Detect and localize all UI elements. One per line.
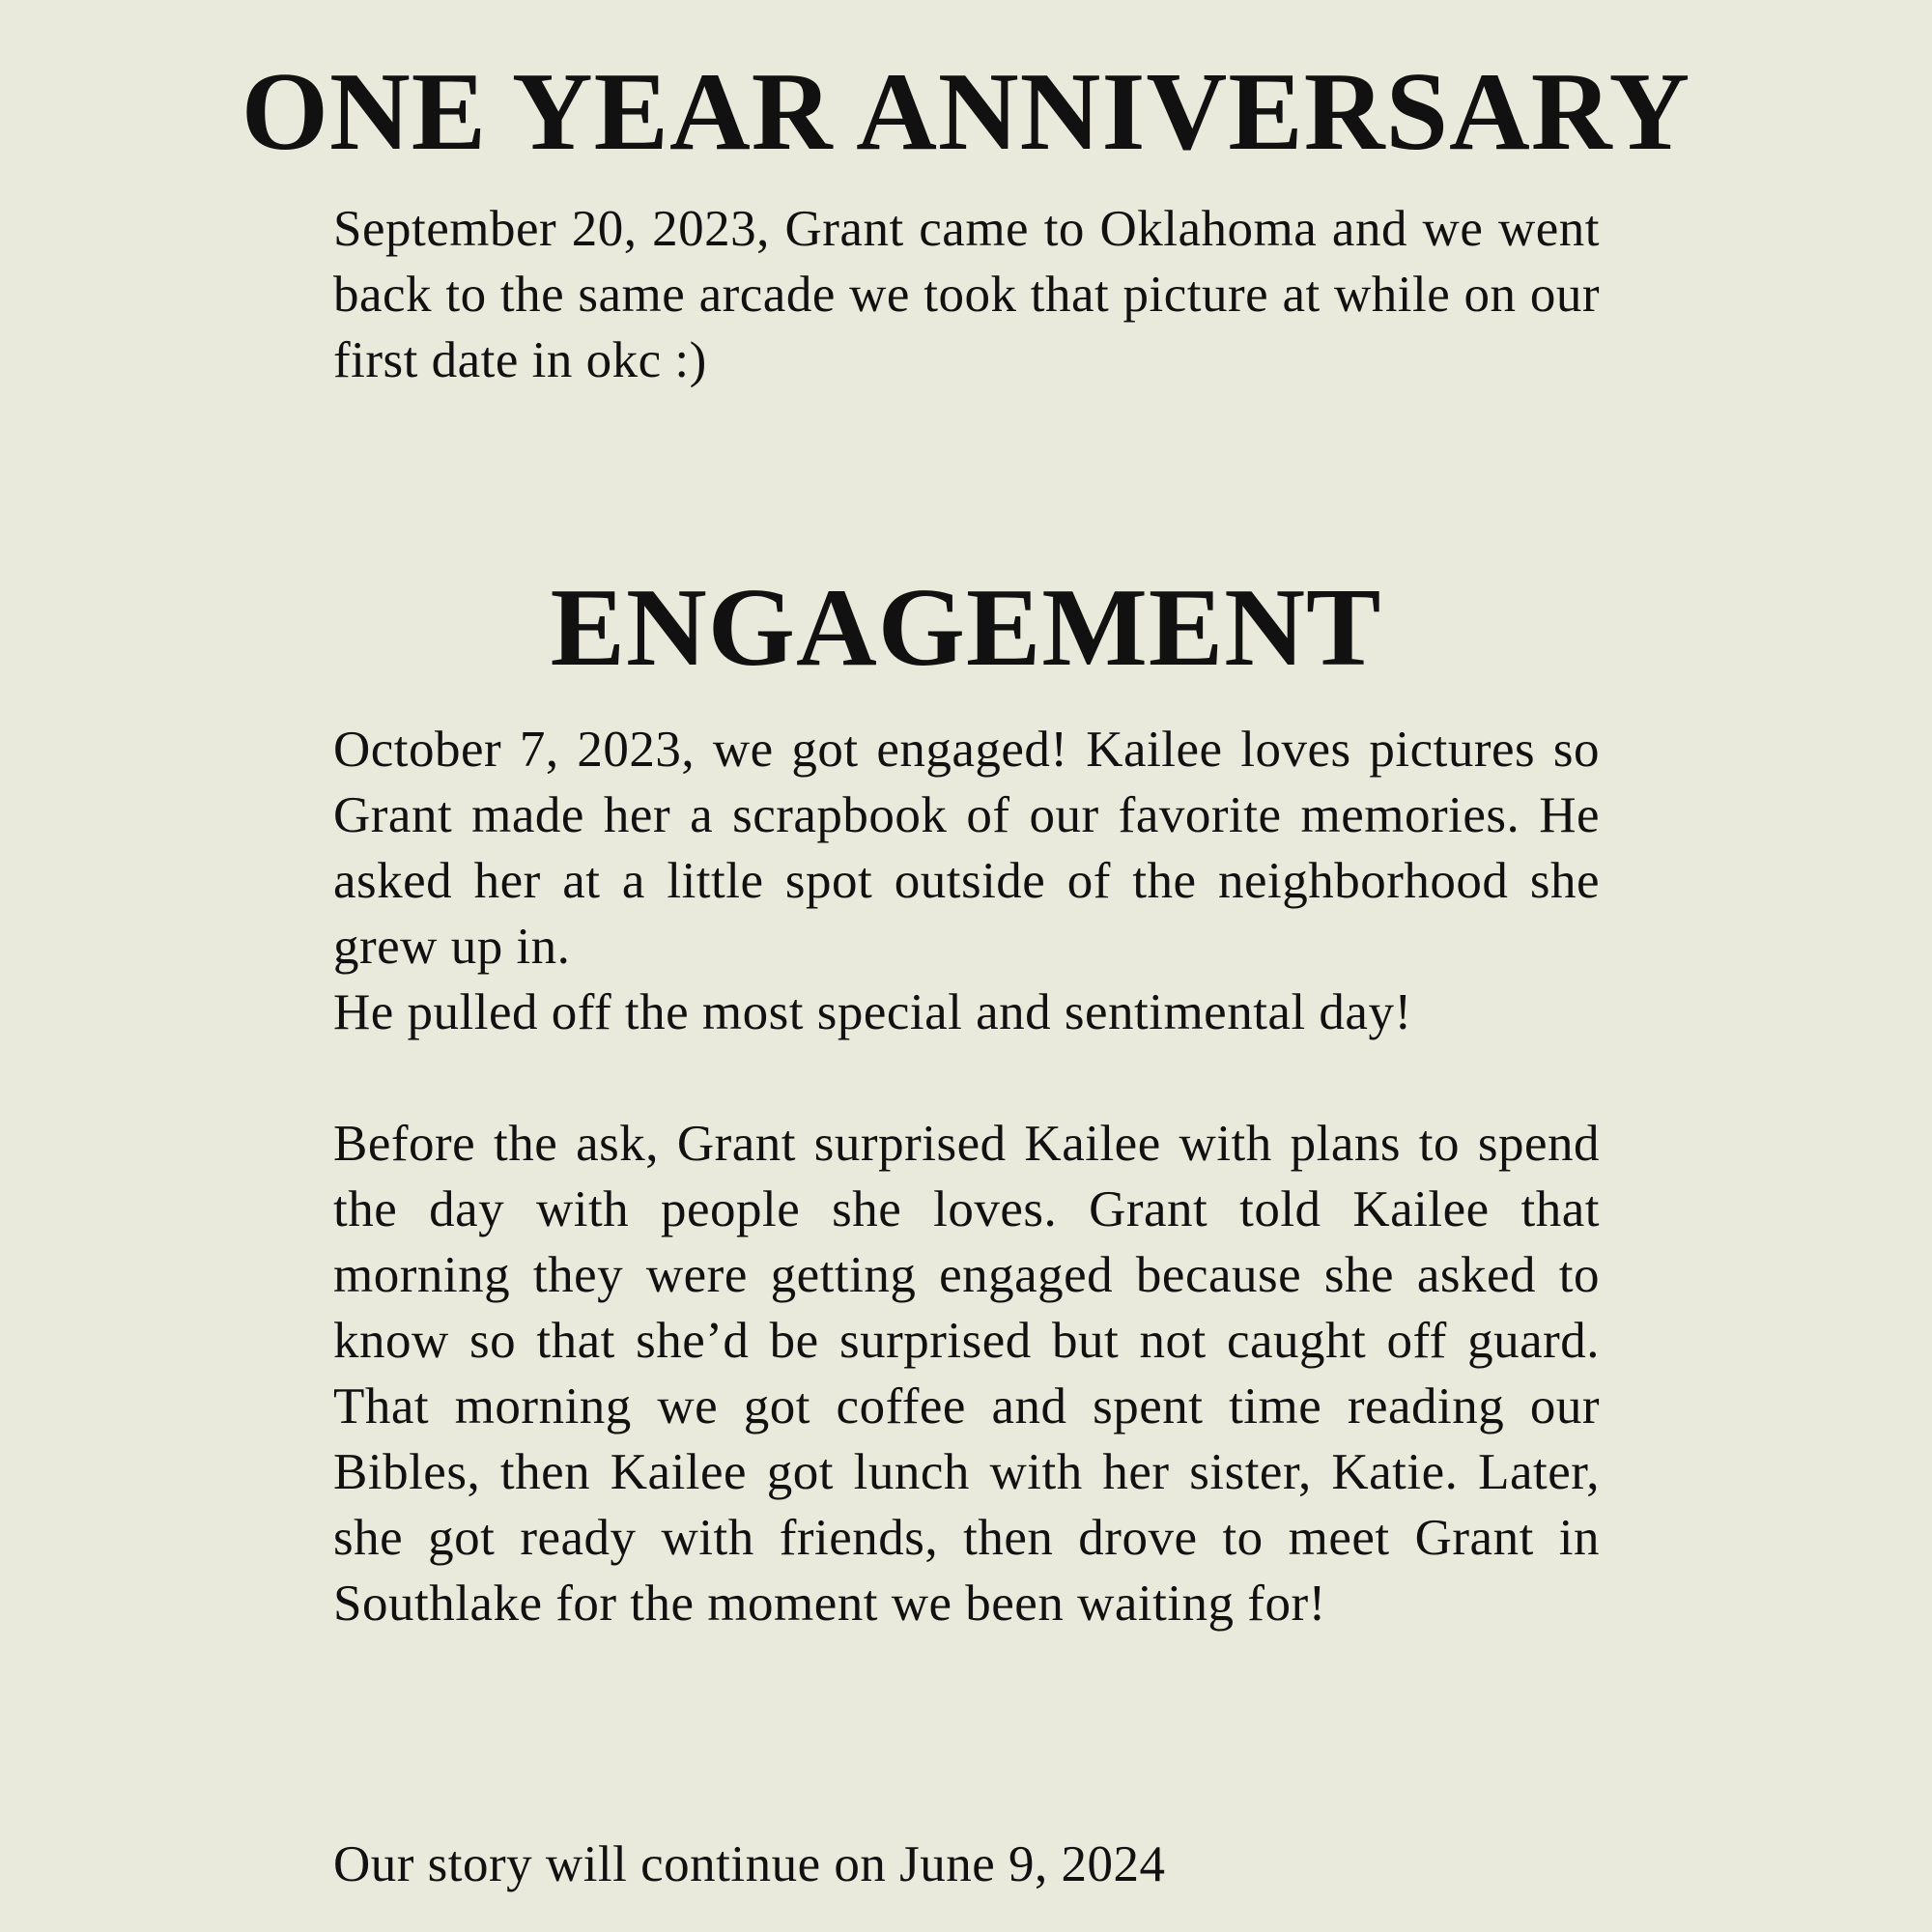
anniversary-title: ONE YEAR ANNIVERSARY xyxy=(241,50,1691,174)
before-the-ask-paragraph: Before the ask, Grant surprised Kailee with plans to spend the day with people she loves. Grant told Kailee that morning they were getting engaged because she asked to know so that she’d be surprised but not caught off guard. That morning we got coffee and spent time reading our Bibles, then Kailee got lunch with her sister, Katie. Later, she got ready with friends, then drove to meet Grant in Southlake for the moment we been waiting for! xyxy=(333,1116,1600,1632)
engagement-paragraph-line: He pulled off the most special and sentimental day! xyxy=(333,984,1412,1040)
anniversary-paragraph: September 20, 2023, Grant came to Oklahoma and we went back to the same arcade we took that picture at while on our first date in okc :) xyxy=(333,201,1600,388)
engagement-paragraph: October 7, 2023, we got engaged! Kailee loves pictures so Grant made her a scrapbook of our favorite memories. He asked her at a little spot outside of the neighborhood she grew up in. xyxy=(333,722,1600,975)
engagement-title: ENGAGEMENT xyxy=(550,566,1382,690)
closing-line: Our story will continue on June 9, 2024 xyxy=(333,1836,1166,1892)
